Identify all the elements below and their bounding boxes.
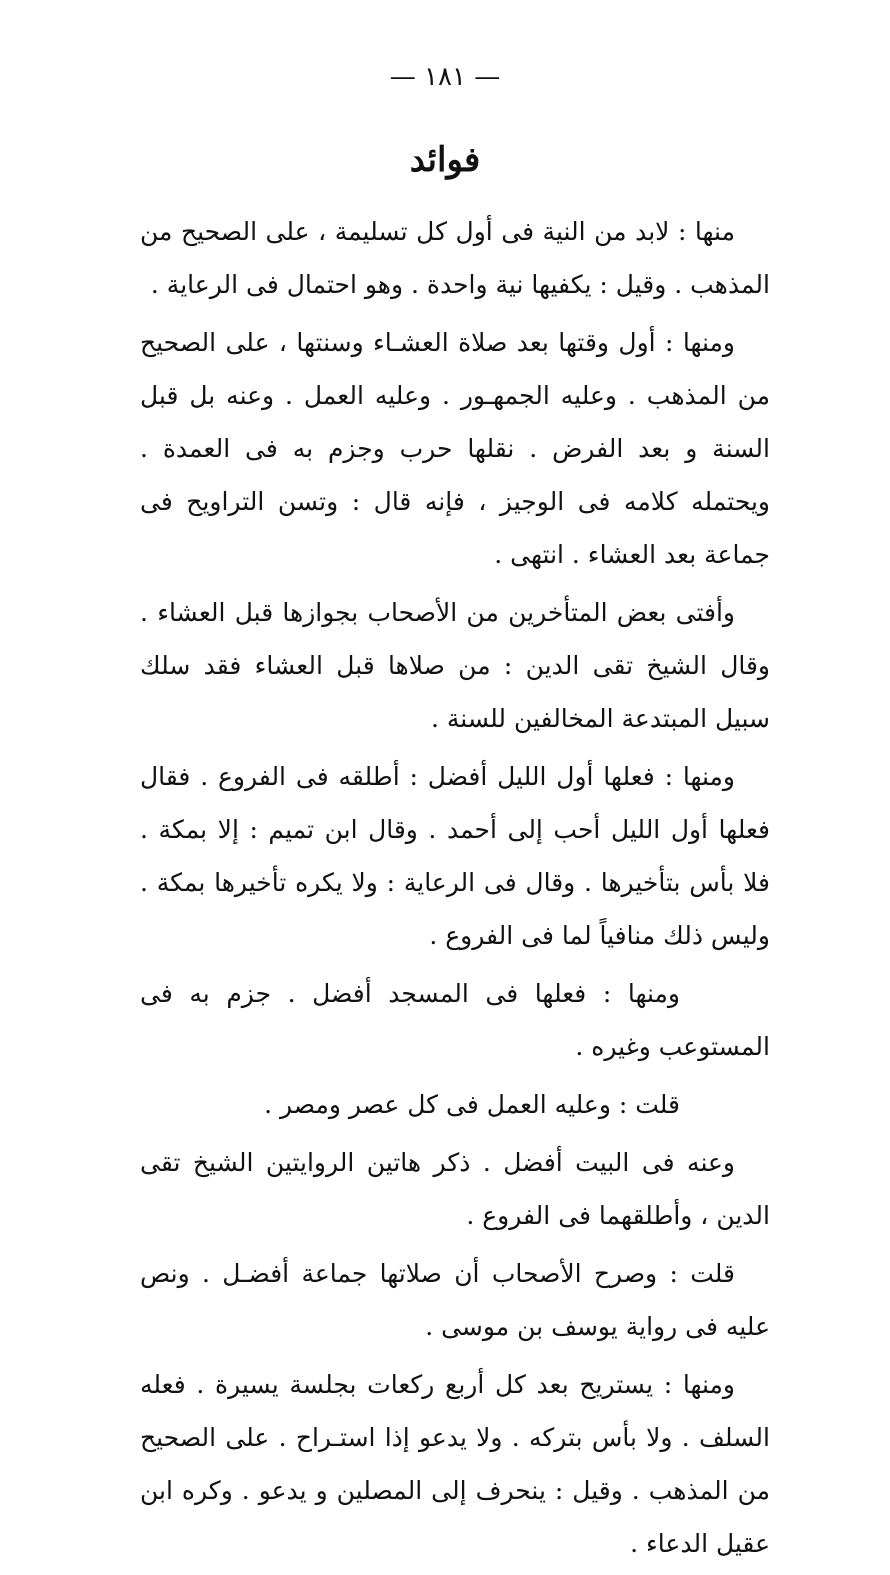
section-title: فوائد [409, 140, 481, 180]
paragraph: ومنها : فعلها فى المسجد أفضل . جزم به فى المستوعب وغيره . [140, 979, 770, 1061]
paragraph: وأفتى بعض المتأخرين من الأصحاب بجوازها قبل العشاء . وقال الشيخ تقى الدين : من صلاها قبل العشاء فقد سلك سبيل المبتدعة المخالفين للسنة . [140, 598, 770, 733]
paragraph: ومنها : أول وقتها بعد صلاة العشـاء وسنتها ، على الصحيح من المذهب . وعليه الجمهـور . وعليه العمل . وعنه بل قبل السنة و بعد الفرض . نقلها حرب وجزم به فى العمدة . ويحتمله كلامه فى الوجيز ، فإنه قال : وتسن التراويح فى جماعة بعد العشاء . انتهى . [140, 328, 770, 569]
paragraph: ومنها : يستريح بعد كل أربع ركعات بجلسة يسيرة . فعله السلف . ولا بأس بتركه . ولا يدعو إذا استـراح . على الصحيح من المذهب . وقيل : ينحرف إلى المصلين و يدعو . وكره ابن عقيل الدعاء . [140, 1370, 770, 1558]
paragraph: منها : لابد من النية فى أول كل تسليمة ، على الصحيح من المذهب . وقيل : يكفيها نية واحدة . وهو احتمال فى الرعاية . [140, 217, 770, 299]
paragraph: وعنه فى البيت أفضل . ذكر هاتين الروايتين الشيخ تقى الدين ، وأطلقهما فى الفروع . [140, 1148, 770, 1230]
paragraph: ومنها : فعلها أول الليل أفضل : أطلقه فى الفروع . فقال فعلها أول الليل أحب إلى أحمد . وقال ابن تميم : إلا بمكة . فلا بأس بتأخيرها . وقال فى الرعاية : ولا يكره تأخيرها بمكة . وليس ذلك منافياً لما فى الفروع . [140, 762, 770, 950]
paragraph: قلت : وصرح الأصحاب أن صلاتها جماعة أفضـل . ونص عليه فى رواية يوسف بن موسى . [140, 1259, 770, 1341]
paragraph: قلت : وعليه العمل فى كل عصر ومصر . [264, 1090, 680, 1119]
body-text [140, 205, 770, 1575]
page-number: — ١٨١ — [389, 62, 501, 92]
